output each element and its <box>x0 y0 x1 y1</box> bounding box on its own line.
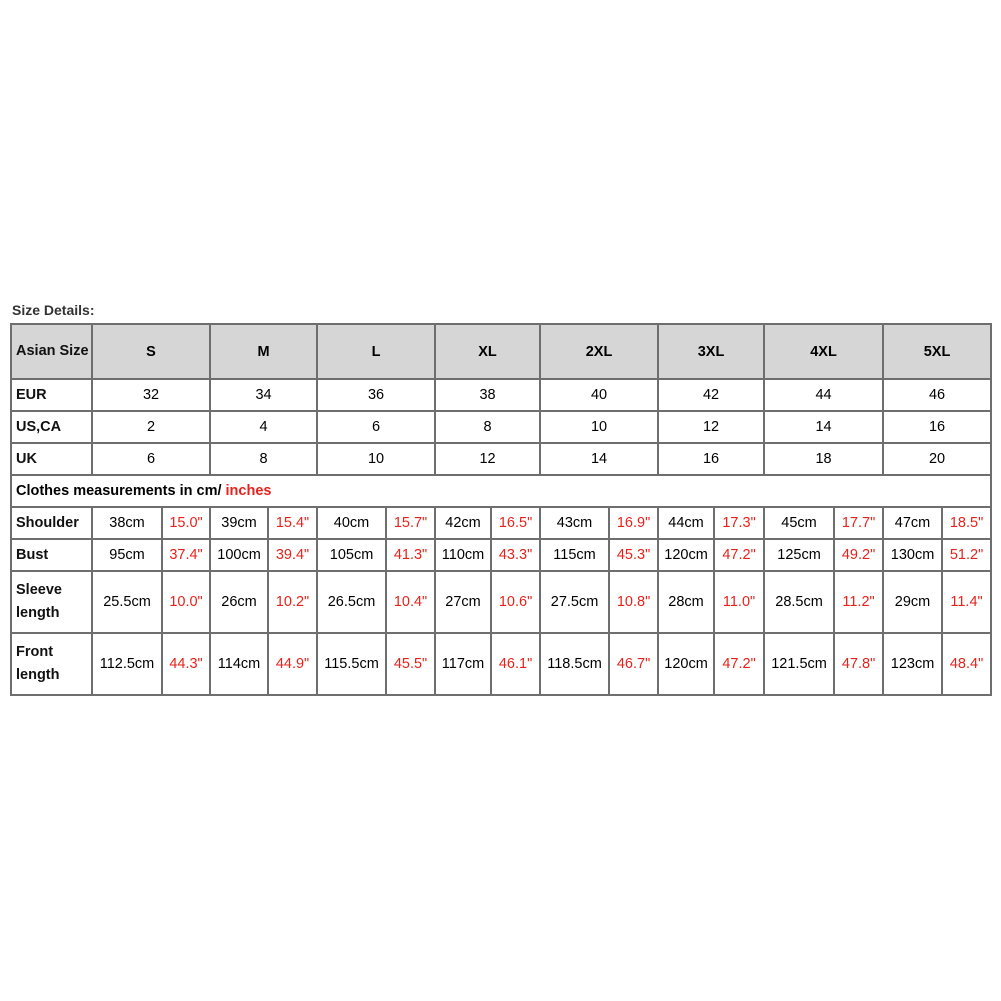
front-cm-cell: 118.5cm <box>540 633 609 695</box>
front-cm-cell: 117cm <box>435 633 491 695</box>
front-cm-cell: 114cm <box>210 633 268 695</box>
asian-size-label: Asian Size <box>11 324 92 379</box>
eur-cell: 32 <box>92 379 210 411</box>
sleeve-cm-cell: 28cm <box>658 571 714 633</box>
sleeve-cm-cell: 29cm <box>883 571 942 633</box>
shoulder-cm-cell: 43cm <box>540 507 609 539</box>
shoulder-cm-cell: 40cm <box>317 507 386 539</box>
uk-cell: 8 <box>210 443 317 475</box>
front-cm-cell: 115.5cm <box>317 633 386 695</box>
shoulder-cm-cell: 39cm <box>210 507 268 539</box>
usca-cell: 16 <box>883 411 991 443</box>
uk-label: UK <box>11 443 92 475</box>
sleeve-cm-cell: 25.5cm <box>92 571 162 633</box>
size-details-title: Size Details: <box>12 302 95 318</box>
front-inch-cell: 44.3" <box>162 633 210 695</box>
bust-label: Bust <box>11 539 92 571</box>
eur-label: EUR <box>11 379 92 411</box>
eur-cell: 34 <box>210 379 317 411</box>
sleeve-cm-cell: 27cm <box>435 571 491 633</box>
usca-row <box>11 411 991 443</box>
sleeve-inch-cell: 10.2" <box>268 571 317 633</box>
bust-inch-cell: 43.3" <box>491 539 540 571</box>
bust-cm-cell: 100cm <box>210 539 268 571</box>
shoulder-inch-cell: 15.7" <box>386 507 435 539</box>
bust-inch-cell: 51.2" <box>942 539 991 571</box>
front-inch-cell: 48.4" <box>942 633 991 695</box>
sleeve-length-label: Sleeve length <box>11 571 92 633</box>
bust-inch-cell: 37.4" <box>162 539 210 571</box>
front-inch-cell: 47.2" <box>714 633 764 695</box>
sleeve-cm-cell: 26.5cm <box>317 571 386 633</box>
uk-cell: 10 <box>317 443 435 475</box>
sleeve-inch-cell: 10.8" <box>609 571 658 633</box>
sleeve-inch-cell: 11.2" <box>834 571 883 633</box>
eur-cell: 44 <box>764 379 883 411</box>
size-header-cell: XL <box>435 324 540 379</box>
uk-cell: 18 <box>764 443 883 475</box>
shoulder-cm-cell: 42cm <box>435 507 491 539</box>
shoulder-label: Shoulder <box>11 507 92 539</box>
shoulder-inch-cell: 16.9" <box>609 507 658 539</box>
bust-cm-cell: 105cm <box>317 539 386 571</box>
front-inch-cell: 46.7" <box>609 633 658 695</box>
front-inch-cell: 46.1" <box>491 633 540 695</box>
uk-cell: 20 <box>883 443 991 475</box>
bust-inch-cell: 41.3" <box>386 539 435 571</box>
usca-cell: 14 <box>764 411 883 443</box>
shoulder-inch-cell: 15.0" <box>162 507 210 539</box>
shoulder-cm-cell: 45cm <box>764 507 834 539</box>
measurements-section-heading <box>11 475 991 507</box>
shoulder-cm-cell: 44cm <box>658 507 714 539</box>
size-header-cell: L <box>317 324 435 379</box>
uk-cell: 16 <box>658 443 764 475</box>
eur-cell: 36 <box>317 379 435 411</box>
shoulder-inch-cell: 15.4" <box>268 507 317 539</box>
sleeve-inch-cell: 10.0" <box>162 571 210 633</box>
eur-cell: 42 <box>658 379 764 411</box>
usca-cell: 4 <box>210 411 317 443</box>
sleeve-cm-cell: 26cm <box>210 571 268 633</box>
front-inch-cell: 47.8" <box>834 633 883 695</box>
shoulder-inch-cell: 17.3" <box>714 507 764 539</box>
size-header-cell: 5XL <box>883 324 991 379</box>
shoulder-row <box>11 507 991 539</box>
front-inch-cell: 44.9" <box>268 633 317 695</box>
bust-cm-cell: 110cm <box>435 539 491 571</box>
bust-cm-cell: 125cm <box>764 539 834 571</box>
sleeve-cm-cell: 28.5cm <box>764 571 834 633</box>
shoulder-inch-cell: 16.5" <box>491 507 540 539</box>
section-cm-text: Clothes measurements in cm/ <box>16 483 226 499</box>
sleeve-cm-cell: 27.5cm <box>540 571 609 633</box>
shoulder-cm-cell: 47cm <box>883 507 942 539</box>
bust-inch-cell: 45.3" <box>609 539 658 571</box>
usca-cell: 2 <box>92 411 210 443</box>
bust-cm-cell: 95cm <box>92 539 162 571</box>
bust-cm-cell: 130cm <box>883 539 942 571</box>
front-cm-cell: 112.5cm <box>92 633 162 695</box>
usca-cell: 12 <box>658 411 764 443</box>
usca-cell: 6 <box>317 411 435 443</box>
bust-inch-cell: 39.4" <box>268 539 317 571</box>
shoulder-cm-cell: 38cm <box>92 507 162 539</box>
uk-cell: 6 <box>92 443 210 475</box>
usca-cell: 8 <box>435 411 540 443</box>
eur-cell: 40 <box>540 379 658 411</box>
uk-cell: 12 <box>435 443 540 475</box>
size-header-cell: S <box>92 324 210 379</box>
shoulder-inch-cell: 17.7" <box>834 507 883 539</box>
size-header-row <box>11 324 991 379</box>
front-inch-cell: 45.5" <box>386 633 435 695</box>
front-cm-cell: 123cm <box>883 633 942 695</box>
eur-row <box>11 379 991 411</box>
front-length-row <box>11 633 991 695</box>
usca-cell: 10 <box>540 411 658 443</box>
front-cm-cell: 121.5cm <box>764 633 834 695</box>
bust-cm-cell: 120cm <box>658 539 714 571</box>
uk-row <box>11 443 991 475</box>
section-inches-text: inches <box>225 483 272 499</box>
size-header-cell: 2XL <box>540 324 658 379</box>
bust-inch-cell: 49.2" <box>834 539 883 571</box>
uk-cell: 14 <box>540 443 658 475</box>
size-header-cell: 4XL <box>764 324 883 379</box>
size-header-cell: M <box>210 324 317 379</box>
eur-cell: 46 <box>883 379 991 411</box>
size-header-cell: 3XL <box>658 324 764 379</box>
front-length-label: Front length <box>11 633 92 695</box>
size-chart-table <box>10 323 992 696</box>
usca-label: US,CA <box>11 411 92 443</box>
bust-cm-cell: 115cm <box>540 539 609 571</box>
sleeve-inch-cell: 11.4" <box>942 571 991 633</box>
sleeve-inch-cell: 10.4" <box>386 571 435 633</box>
measurements-section-row <box>11 475 991 507</box>
bust-row <box>11 539 991 571</box>
bust-inch-cell: 47.2" <box>714 539 764 571</box>
sleeve-length-row <box>11 571 991 633</box>
front-cm-cell: 120cm <box>658 633 714 695</box>
eur-cell: 38 <box>435 379 540 411</box>
shoulder-inch-cell: 18.5" <box>942 507 991 539</box>
sleeve-inch-cell: 10.6" <box>491 571 540 633</box>
sleeve-inch-cell: 11.0" <box>714 571 764 633</box>
